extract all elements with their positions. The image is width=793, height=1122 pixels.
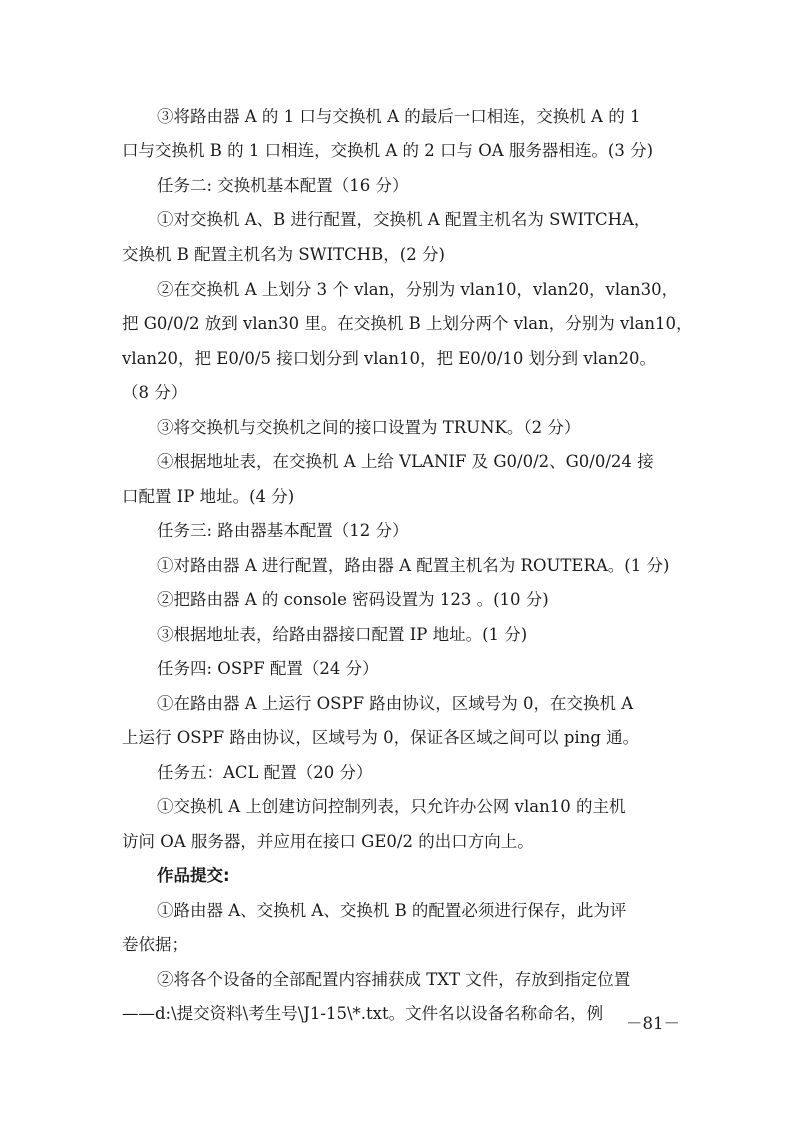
text-line: 口配置 IP 地址。(4 分) bbox=[122, 487, 295, 506]
section-heading: 任务三: 路由器基本配置（12 分） bbox=[157, 521, 409, 540]
text-line: 把 G0/0/2 放到 vlan30 里。在交换机 B 上划分两个 vlan，分别为 vlan10， bbox=[122, 314, 693, 333]
text-line: ①对路由器 A 进行配置，路由器 A 配置主机名为 ROUTERA。(1 分) bbox=[157, 556, 670, 575]
text-line: ②把路由器 A 的 console 密码设置为 123 。(10 分) bbox=[157, 590, 549, 609]
text-line: ②将各个设备的全部配置内容捕获成 TXT 文件，存放到指定位置 bbox=[157, 970, 631, 989]
section-heading: 任务五：ACL 配置（20 分） bbox=[157, 763, 373, 782]
text-line: 交换机 B 配置主机名为 SWITCHB，(2 分) bbox=[122, 245, 445, 264]
text-line: ③将路由器 A 的 1 口与交换机 A 的最后一口相连，交换机 A 的 1 bbox=[157, 107, 641, 126]
text-line: 口与交换机 B 的 1 口相连，交换机 A 的 2 口与 OA 服务器相连。(3 分) bbox=[122, 141, 654, 160]
text-line: ③根据地址表，给路由器接口配置 IP 地址。(1 分) bbox=[157, 625, 528, 644]
text-line: ①对交换机 A、B 进行配置，交换机 A 配置主机名为 SWITCHA， bbox=[157, 210, 651, 229]
text-line: ④根据地址表，在交换机 A 上给 VLANIF 及 G0/0/2、G0/0/24 接 bbox=[157, 452, 654, 471]
text-line: 上运行 OSPF 路由协议，区域号为 0，保证各区域之间可以 ping 通。 bbox=[122, 728, 640, 747]
section-heading: 任务二: 交换机基本配置（16 分） bbox=[157, 176, 409, 195]
page-number: －81－ bbox=[626, 1014, 680, 1033]
text-line: 访问 OA 服务器，并应用在接口 GE0/2 的出口方向上。 bbox=[122, 832, 534, 851]
text-line: ①交换机 A 上创建访问控制列表，只允许办公网 vlan10 的主机 bbox=[157, 797, 626, 816]
text-line: vlan20，把 E0/0/5 接口划分到 vlan10，把 E0/0/10 划分到 vlan20。 bbox=[122, 349, 656, 368]
text-line: （8 分） bbox=[122, 383, 188, 402]
text-line: ①在路由器 A 上运行 OSPF 路由协议，区域号为 0，在交换机 A bbox=[157, 694, 634, 713]
text-line: 卷依据； bbox=[122, 935, 188, 954]
section-heading: 作品提交: bbox=[157, 866, 230, 885]
text-line: ②在交换机 A 上划分 3 个 vlan，分别为 vlan10，vlan20，vlan30， bbox=[157, 280, 679, 299]
text-line: ①路由器 A、交换机 A、交换机 B 的配置必须进行保存，此为评 bbox=[157, 901, 627, 920]
text-line: ③将交换机与交换机之间的接口设置为 TRUNK。（2 分） bbox=[157, 418, 581, 437]
section-heading: 任务四: OSPF 配置（24 分） bbox=[157, 659, 379, 678]
text-line: ——d:\提交资料\考生号\J1-15\*.txt。文件名以设备名称命名，例 bbox=[122, 1004, 604, 1023]
